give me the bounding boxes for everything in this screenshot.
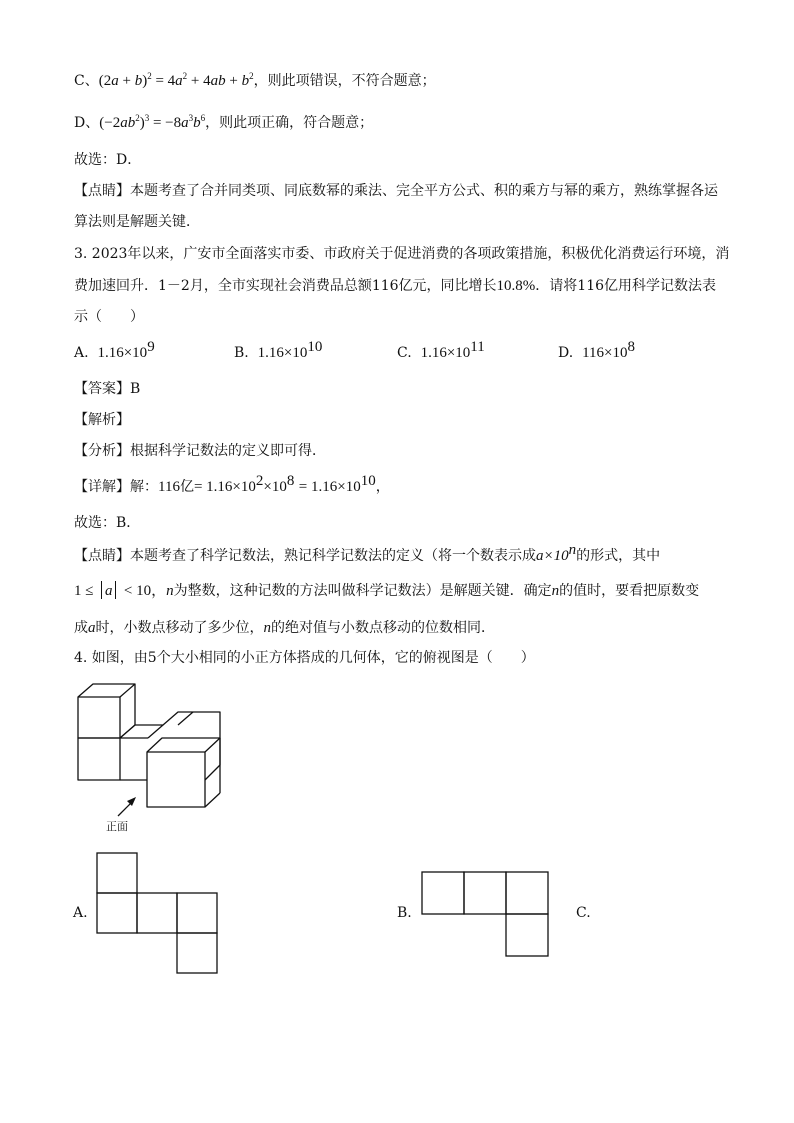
- q3-text-b: 费加速回升．1－2月，全市实现社会消费品总额116亿元，同比增长10.8%．请将116亿用科学记数法表: [74, 278, 717, 294]
- selection-d: 故选：D．: [74, 152, 142, 168]
- q3-option-c: C. $1.16\times 10^{11}$: [397, 339, 485, 361]
- q3-option-d: D. $116\times 10^8$: [558, 339, 635, 361]
- tip-1-line-a: 【点睛】本题考查了合并同类项、同底数幂的乘法、完全平方公式、积的乘方与幂的乘方，熟练掌握各运: [74, 183, 718, 199]
- q3-option-b: B. $1.16\times 10^{10}$: [234, 339, 323, 361]
- q3-tip-b: 1 ≤ a < 10，n为整数，这种记数的方法叫做科学记数法）是解题关键．确定n的值时，要看把原数变: [74, 583, 700, 599]
- q3-answer: 【答案】B: [74, 381, 141, 397]
- q3-text-a: 3. 2023年以来，广安市全面落实市委、市政府关于促进消费的各项政策措施，积极优化消费运行环境，消: [74, 246, 730, 262]
- formula-d: $(-2ab^2)^3 = -8a^3b^6$: [99, 113, 206, 131]
- q4-option-a-label: A.: [73, 905, 88, 921]
- q3-analysis: 【分析】根据科学记数法的定义即可得．: [74, 443, 326, 459]
- q3-text-c: 示（ ）: [74, 309, 144, 325]
- option-c-line: C、$(2a + b)^2 = 4a^2 + 4ab + b^2$，则此项错误，不符合题意；: [74, 71, 436, 89]
- q3-tip-a: 【点睛】本题考查了科学记数法，熟记科学记数法的定义（将一个数表示成$a\times 10^n$的形式，其中: [74, 542, 661, 564]
- option-d-line: D、$(-2ab^2)^3 = -8a^3b^6$，则此项正确，符合题意；: [74, 113, 374, 131]
- q3-selection: 故选：B．: [74, 515, 141, 531]
- q4-text: 4. 如图，由5个大小相同的小正方体搭成的几何体，它的俯视图是（ ）: [74, 650, 535, 666]
- q4-option-c-label: C.: [576, 905, 591, 921]
- q4-option-b-label: B.: [397, 905, 412, 921]
- q3-option-a: A. $1.16\times 10^9$: [74, 339, 155, 361]
- formula-c: $(2a + b)^2 = 4a^2 + 4ab + b^2$: [98, 71, 254, 89]
- q3-detail: 【详解】解：116亿= $1.16\times 10^2\times 10^8 = 1.16\times 10^{10}$，: [74, 473, 390, 495]
- tip-1-line-b: 算法则是解题关键．: [74, 214, 200, 230]
- q3-analysis-head: 【解析】: [74, 412, 130, 428]
- front-label: 正面: [106, 820, 128, 833]
- q3-tip-c: 成a时，小数点移动了多少位，n的绝对值与小数点移动的位数相同．: [74, 620, 495, 636]
